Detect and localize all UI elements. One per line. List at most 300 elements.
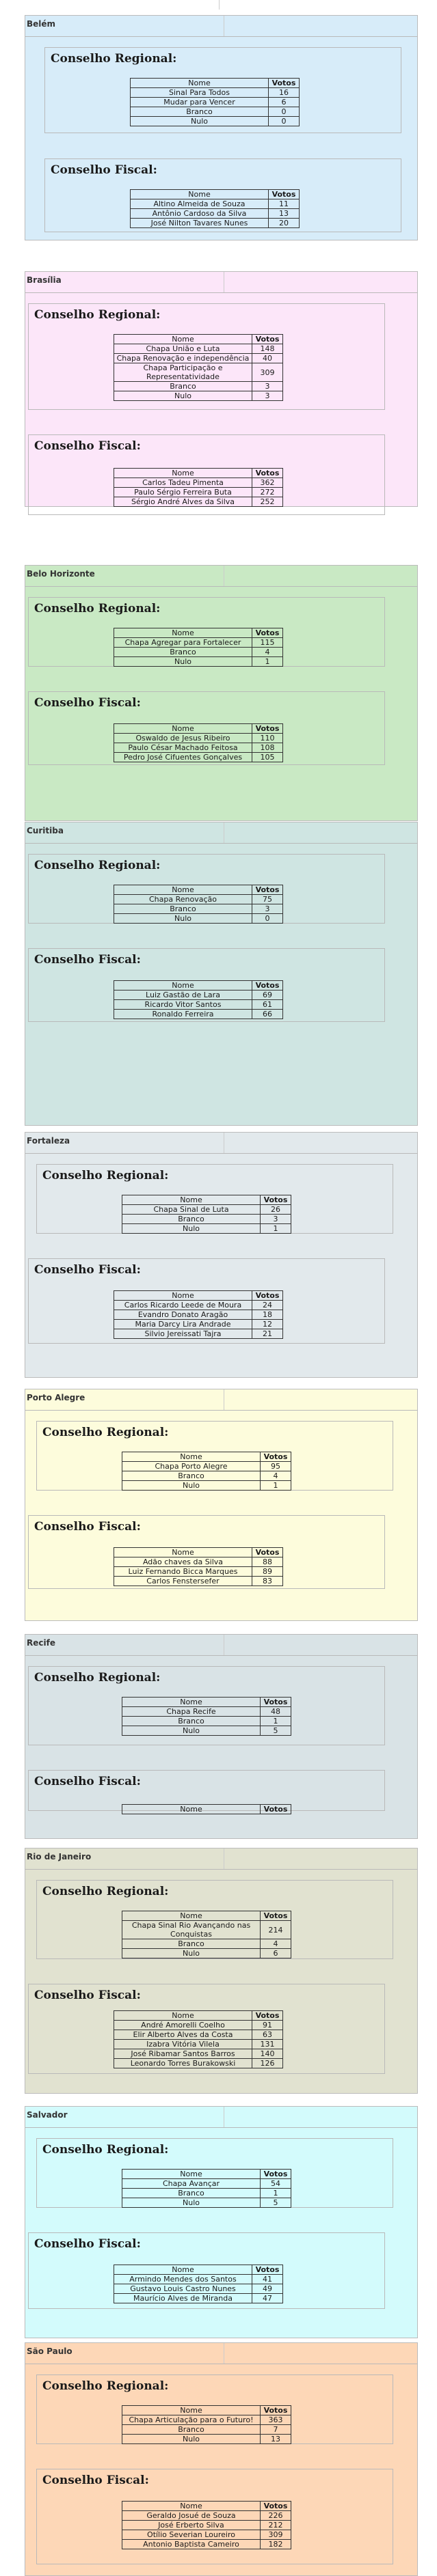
vote-count-cell: 105 [252,753,283,762]
votes-table [114,1290,283,1339]
votes-table [122,1452,291,1491]
votes-table [114,885,283,924]
column-header-nome: Nome [122,2406,261,2415]
vote-count-cell: 49 [252,2284,283,2294]
vote-count-cell: 6 [261,1949,291,1958]
table-header-row [122,1911,291,1921]
candidate-name-cell: Chapa Articulação para o Futuro! [122,2415,261,2425]
vote-count-cell: 3 [252,382,283,391]
city-header [25,2107,417,2128]
table-row [114,1577,283,1586]
column-header-votos: Votos [252,335,283,344]
vote-count-cell: 13 [261,2435,291,2444]
city-header [25,2343,417,2364]
votes-table [114,628,283,667]
table-row [131,88,300,98]
candidate-name-cell: Izabra Vitória Vilela [114,2040,252,2049]
city-section-curitiba [25,822,418,1126]
table-row [122,1717,291,1726]
column-header-nome: Nome [114,724,252,734]
vote-count-cell: 83 [252,1577,283,1586]
table-row [122,2530,291,2540]
sao-paulo-conselho-fiscal-panel [36,2469,393,2564]
votes-table [114,980,283,1019]
vote-count-cell: 12 [252,1320,283,1329]
rio-de-janeiro-conselho-regional-panel [36,1880,393,1959]
table-row [114,2284,283,2294]
column-header-votos: Votos [252,2265,283,2275]
table-header-row [122,2170,291,2179]
vote-count-cell: 21 [252,1329,283,1339]
table-header-row [114,1291,283,1301]
candidate-name-cell: Evandro Donato Aragão [114,1310,252,1320]
city-header [25,16,417,37]
vote-count-cell: 20 [269,219,300,228]
recife-conselho-fiscal-panel [28,1770,385,1814]
table-header-row [122,2502,291,2511]
belem-conselho-regional-panel [44,47,401,133]
vote-count-cell: 26 [261,1205,291,1215]
vote-count-cell: 63 [252,2030,283,2040]
sao-paulo-conselho-regional-panel [36,2374,393,2444]
vote-count-cell: 48 [261,1707,291,1717]
candidate-name-cell: Carlos Ricardo Leede de Moura [114,1301,252,1310]
table-row [114,734,283,743]
table-row [114,1567,283,1577]
table-row [131,199,300,209]
panel-title: Conselho Fiscal: [34,1989,141,2002]
vote-count-cell: 148 [252,344,283,354]
candidate-name-cell: Pedro José Cifuentes Gonçalves [114,753,252,762]
table-row [122,1205,291,1215]
table-row [114,2059,283,2068]
vote-count-cell: 0 [252,914,283,924]
candidate-name-cell: Paulo César Machado Feitosa [114,743,252,753]
table-row [114,1301,283,1310]
vote-count-cell: 7 [261,2425,291,2435]
column-header-votos: Votos [261,1195,291,1205]
candidate-name-cell: Nulo [122,1949,261,1958]
candidate-name-cell: Nulo [122,1224,261,1234]
table-row [122,1215,291,1224]
column-header-nome: Nome [114,981,252,991]
candidate-name-cell: Branco [122,1215,261,1224]
city-header [25,1848,417,1870]
panel-title: Conselho Regional: [34,308,161,322]
candidate-name-cell: Branco [114,648,252,657]
table-header-row [114,981,283,991]
table-row [114,743,283,753]
candidate-name-cell: José Ribamar Santos Barros [114,2049,252,2059]
table-header-row [114,1548,283,1557]
table-row [122,2540,291,2549]
candidate-name-cell: Carlos Tadeu Pimenta [114,478,252,488]
column-header-nome: Nome [114,1291,252,1301]
city-name: Recife [27,1638,55,1648]
table-row [131,98,300,107]
candidate-name-cell: Chapa Agregar para Fortalecer [114,638,252,648]
curitiba-conselho-regional-panel [28,854,385,924]
recife-conselho-regional-panel [28,1666,385,1745]
city-name: Belo Horizonte [27,569,95,579]
vote-count-cell: 0 [269,117,300,126]
vote-count-cell: 3 [252,904,283,914]
city-section-belo-horizonte [25,565,418,821]
city-name: Porto Alegre [27,1393,85,1402]
table-row [114,904,283,914]
candidate-name-cell: Otílio Severian Loureiro [122,2530,261,2540]
vote-count-cell: 140 [252,2049,283,2059]
candidate-name-cell: Ronaldo Ferreira [114,1010,252,1019]
table-row [114,638,283,648]
vote-count-cell: 362 [252,478,283,488]
column-header-votos: Votos [252,885,283,895]
column-header-votos: Votos [261,1805,291,1814]
candidate-name-cell: Sérgio André Alves da Silva [114,497,252,507]
vote-count-cell: 3 [261,1215,291,1224]
table-header-row [131,190,300,199]
column-header-nome: Nome [122,2502,261,2511]
votes-table [114,2010,283,2068]
vote-count-cell: 1 [261,1481,291,1491]
table-row [114,2040,283,2049]
table-header-row [122,2406,291,2415]
table-row [114,657,283,667]
candidate-name-cell: Sinal Para Todos [131,88,269,98]
column-header-votos: Votos [269,190,300,199]
table-row [114,391,283,401]
table-header-row [122,1805,291,1814]
vote-count-cell: 47 [252,2294,283,2303]
table-row [122,1949,291,1958]
table-row [122,2425,291,2435]
city-section-fortaleza [25,1132,418,1378]
city-section-porto-alegre [25,1389,418,1621]
table-row [114,1010,283,1019]
votes-table [114,2265,283,2303]
candidate-name-cell: Branco [122,2425,261,2435]
column-header-votos: Votos [252,981,283,991]
city-name: Belém [27,19,56,29]
table-row [114,1310,283,1320]
vote-count-cell: 226 [261,2511,291,2521]
panel-title: Conselho Regional: [42,1169,169,1182]
vote-count-cell: 4 [252,648,283,657]
city-header [25,1389,417,1411]
table-row [122,1462,291,1471]
candidate-name-cell: Chapa Participação e Representatividade [114,363,252,382]
vote-count-cell: 214 [261,1921,291,1939]
table-row [114,1329,283,1339]
vote-count-cell: 75 [252,895,283,904]
salvador-conselho-fiscal-panel [28,2232,385,2309]
candidate-name-cell: Adão chaves da Silva [114,1557,252,1567]
table-header-row [122,1452,291,1462]
column-header-votos: Votos [252,724,283,734]
city-name: Curitiba [27,826,64,835]
vote-count-cell: 4 [261,1471,291,1481]
panel-title: Conselho Fiscal: [34,1263,141,1277]
table-row [114,2030,283,2040]
table-row [114,354,283,363]
candidate-name-cell: Mudar para Vencer [131,98,269,107]
panel-title: Conselho Fiscal: [34,1775,141,1788]
votes-table [122,1697,291,1736]
column-header-votos: Votos [261,1698,291,1707]
panel-title: Conselho Regional: [34,602,161,615]
belo-horizonte-conselho-fiscal-panel [28,691,385,765]
candidate-name-cell: Ricardo Vitor Santos [114,1000,252,1010]
vote-count-cell: 5 [261,2198,291,2208]
votes-table [122,1195,291,1234]
candidate-name-cell: Chapa União e Luta [114,344,252,354]
vote-count-cell: 0 [269,107,300,117]
city-section-belem [25,15,418,240]
votes-table [114,1547,283,1586]
vote-count-cell: 6 [269,98,300,107]
candidate-name-cell: Chapa Avançar [122,2179,261,2189]
table-header-row [114,628,283,638]
table-header-row [114,2265,283,2275]
column-header-votos: Votos [252,1548,283,1557]
column-header-nome: Nome [122,2170,261,2179]
column-header-nome: Nome [122,1911,261,1921]
column-header-nome: Nome [131,79,269,88]
candidate-name-cell: André Amorelli Coelho [114,2021,252,2030]
table-row [114,895,283,904]
candidate-name-cell: Chapa Porto Alegre [122,1462,261,1471]
candidate-name-cell: Maurício Alves de Miranda [114,2294,252,2303]
panel-title: Conselho Fiscal: [51,163,157,177]
curitiba-conselho-fiscal-panel [28,948,385,1022]
candidate-name-cell: Maria Darcy Lira Andrade [114,1320,252,1329]
city-section-recife [25,1634,418,1839]
vote-count-cell: 69 [252,991,283,1000]
table-row [122,2511,291,2521]
vote-count-cell: 115 [252,638,283,648]
vote-count-cell: 16 [269,88,300,98]
column-header-votos: Votos [261,1452,291,1462]
vote-count-cell: 182 [261,2540,291,2549]
candidate-name-cell: Nulo [122,1726,261,1736]
votes-table [122,2501,291,2549]
vote-count-cell: 11 [269,199,300,209]
vote-count-cell: 3 [252,391,283,401]
vote-count-cell: 272 [252,488,283,497]
candidate-name-cell: Branco [114,382,252,391]
candidate-name-cell: Nulo [122,2435,261,2444]
candidate-name-cell: Carlos Fenstersefer [114,1577,252,1586]
porto-alegre-conselho-regional-panel [36,1421,393,1491]
vote-count-cell: 110 [252,734,283,743]
fortaleza-conselho-regional-panel [36,1164,393,1234]
vote-count-cell: 61 [252,1000,283,1010]
candidate-name-cell: Gustavo Louis Castro Nunes [114,2284,252,2294]
table-row [122,2189,291,2198]
city-name: Salvador [27,2110,68,2120]
table-row [114,2049,283,2059]
vote-count-cell: 40 [252,354,283,363]
candidate-name-cell: Nulo [122,2198,261,2208]
vote-count-cell: 13 [269,209,300,219]
panel-title: Conselho Fiscal: [34,2237,141,2251]
vote-count-cell: 252 [252,497,283,507]
candidate-name-cell: Nulo [114,914,252,924]
city-section-salvador [25,2106,418,2338]
candidate-name-cell: Chapa Sinal Rio Avançando nas Conquistas [122,1921,261,1939]
table-row [122,1707,291,1717]
votes-table [114,723,283,762]
column-header-votos: Votos [252,469,283,478]
city-section-sao-paulo [25,2342,418,2576]
table-row [114,914,283,924]
votes-table [114,468,283,507]
candidate-name-cell: Branco [114,904,252,914]
candidate-name-cell: Antonio Baptista Cameiro [122,2540,261,2549]
candidate-name-cell: José Nilton Tavares Nunes [131,219,269,228]
table-row [114,2275,283,2284]
rio-de-janeiro-conselho-fiscal-panel [28,1984,385,2074]
votes-table [122,1911,291,1958]
candidate-name-cell: Branco [122,1717,261,1726]
table-row [122,2415,291,2425]
city-name: São Paulo [27,2346,72,2356]
vote-count-cell: 88 [252,1557,283,1567]
candidate-name-cell: Elir Alberto Alves da Costa [114,2030,252,2040]
vote-count-cell: 309 [261,2530,291,2540]
table-row [131,209,300,219]
candidate-name-cell: Oswaldo de Jesus Ribeiro [114,734,252,743]
table-row [114,991,283,1000]
candidate-name-cell: Leonardo Torres Burakowski [114,2059,252,2068]
column-header-nome: Nome [122,1452,261,1462]
table-row [114,1320,283,1329]
city-header [25,272,417,293]
column-header-nome: Nome [114,628,252,638]
column-header-votos: Votos [252,1291,283,1301]
candidate-name-cell: Antônio Cardoso da Silva [131,209,269,219]
column-header-nome: Nome [122,1698,261,1707]
table-header-row [114,2011,283,2021]
table-header-row [122,1195,291,1205]
panel-title: Conselho Regional: [34,859,161,872]
vote-count-cell: 4 [261,1939,291,1949]
table-row [131,107,300,117]
vote-count-cell: 108 [252,743,283,753]
city-name: Fortaleza [27,1136,70,1146]
votes-table [122,2405,291,2444]
column-header-votos: Votos [252,628,283,638]
table-row [122,1939,291,1949]
table-row [122,1481,291,1491]
table-row [114,1000,283,1010]
panel-title: Conselho Regional: [42,1885,169,1898]
panel-title: Conselho Fiscal: [34,1520,141,1534]
panel-title: Conselho Regional: [42,1426,169,1439]
vote-count-cell: 66 [252,1010,283,1019]
votes-table [130,189,300,228]
panel-title: Conselho Fiscal: [34,953,141,967]
panel-title: Conselho Fiscal: [34,439,141,453]
brasilia-conselho-fiscal-panel [28,434,385,515]
table-row [122,1224,291,1234]
column-header-votos: Votos [261,2170,291,2179]
candidate-name-cell: Chapa Renovação [114,895,252,904]
table-header-row [131,79,300,88]
table-row [114,497,283,507]
column-header-nome: Nome [114,469,252,478]
column-header-nome: Nome [114,335,252,344]
candidate-name-cell: Luiz Gastão de Lara [114,991,252,1000]
table-row [122,1471,291,1481]
table-row [122,2179,291,2189]
table-row [114,1557,283,1567]
vote-count-cell: 1 [261,1224,291,1234]
table-row [122,2198,291,2208]
city-header [25,1133,417,1154]
brasilia-conselho-regional-panel [28,303,385,410]
panel-title: Conselho Fiscal: [34,696,141,710]
vote-count-cell: 91 [252,2021,283,2030]
table-row [122,1921,291,1939]
belem-conselho-fiscal-panel [44,158,401,232]
vote-count-cell: 131 [252,2040,283,2049]
city-header [25,566,417,587]
column-header-votos: Votos [252,2011,283,2021]
table-header-row [114,469,283,478]
vote-count-cell: 54 [261,2179,291,2189]
vote-count-cell: 5 [261,1726,291,1736]
table-row [114,648,283,657]
city-section-brasilia [25,271,418,507]
column-header-votos: Votos [269,79,300,88]
table-row [114,2021,283,2030]
candidate-name-cell: Altino Almeida de Souza [131,199,269,209]
vote-count-cell: 126 [252,2059,283,2068]
panel-title: Conselho Regional: [34,1671,161,1685]
table-row [122,2521,291,2530]
column-header-votos: Votos [261,1911,291,1921]
table-row [122,2435,291,2444]
panel-title: Conselho Fiscal: [42,2474,149,2487]
candidate-name-cell: Nulo [122,1481,261,1491]
column-header-nome: Nome [114,885,252,895]
column-header-nome: Nome [131,190,269,199]
votes-table [114,334,283,401]
panel-title: Conselho Regional: [42,2379,169,2393]
column-header-nome: Nome [114,2011,252,2021]
column-header-votos: Votos [261,2406,291,2415]
table-row [131,117,300,126]
candidate-name-cell: Nulo [114,657,252,667]
column-header-nome: Nome [114,2265,252,2275]
table-row [114,478,283,488]
vote-count-cell: 309 [252,363,283,382]
column-header-nome: Nome [122,1195,261,1205]
candidate-name-cell: Branco [131,107,269,117]
city-name: Rio de Janeiro [27,1852,92,1861]
vote-count-cell: 1 [252,657,283,667]
city-section-rio-de-janeiro [25,1848,418,2094]
candidate-name-cell: Chapa Sinal de Luta [122,1205,261,1215]
vote-count-cell: 363 [261,2415,291,2425]
votes-table [122,1804,291,1814]
table-row [114,488,283,497]
city-header [25,822,417,844]
table-header-row [122,1698,291,1707]
belo-horizonte-conselho-regional-panel [28,597,385,667]
vote-count-cell: 95 [261,1462,291,1471]
